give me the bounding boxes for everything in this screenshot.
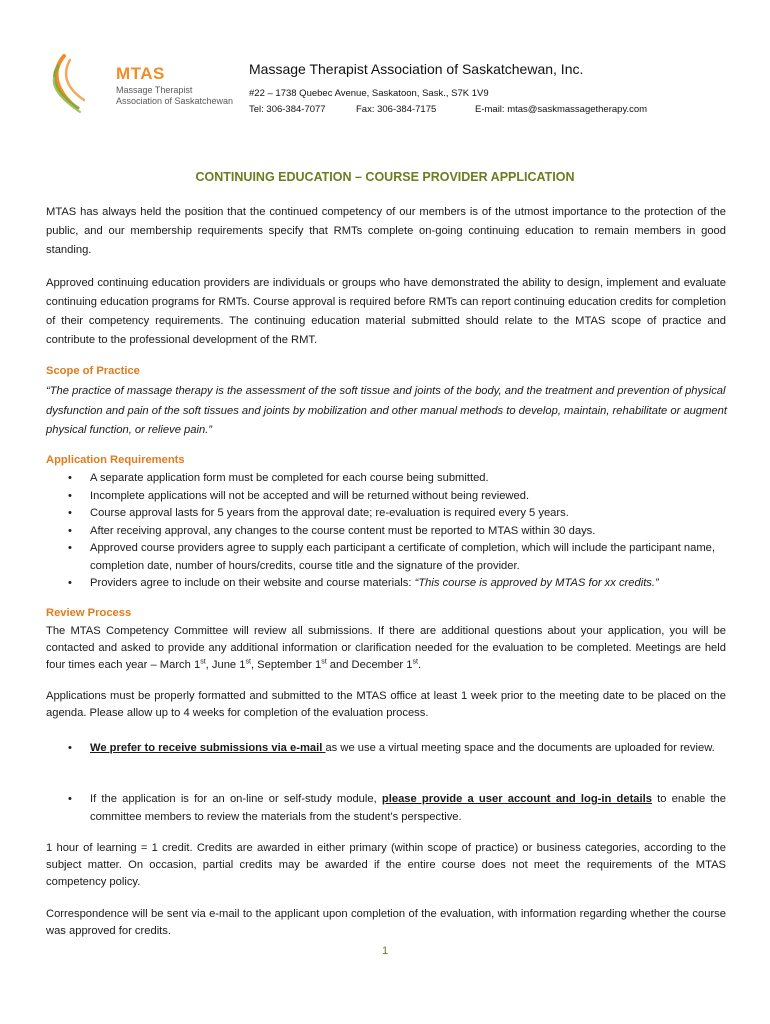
scope-quote: “The practice of massage therapy is the assessment of the soft tissue and joints of the body, and the treatment and prevention of physical dysfunction and pain of the soft tissues and joints by mobilization and other manual methods to develop, maintain, rehabilitate or augment physical function, or relieve pain.” — [46, 385, 727, 436]
page-number: 1 — [381, 945, 389, 957]
review-paragraph-2: Applications must be properly formatted and submitted to the MTAS office at least 1 week prior to the meeting date to be placed on the agenda. Please allow up to 4 weeks for completion of the evaluation process. — [46, 690, 726, 719]
requirements-list — [46, 470, 726, 593]
preferences-list-2 — [46, 790, 726, 826]
review-paragraph-1 — [46, 623, 726, 674]
credits-paragraph: 1 hour of learning = 1 credit. Credits are awarded in either primary (within scope of practice) or business categories, according to the subject matter. On occasion, partial credits may be awarded if the entire course does not meet the requirements of the MTAS competency policy. — [46, 842, 726, 888]
review-text: The MTAS Competency Committee will review all submissions. If there are additional questions about your application, you will be contacted and asked to provide any additional information or clarification needed for the evaluation to be completed. Meetings are held four times each year – March 1 — [46, 625, 726, 671]
list-item — [46, 575, 726, 593]
list-item-text: If the application is for an on-line or self-study module, — [90, 793, 382, 805]
telephone: Tel: 306-384-7077 — [249, 104, 326, 115]
ordinal-suffix: st — [200, 658, 206, 666]
fax: Fax: 306-384-7175 — [356, 104, 437, 115]
logo-line-1: Massage Therapist — [116, 85, 193, 95]
list-item: • Course approval lasts for 5 years from the approval date; re-evaluation is required every 5 years. — [46, 505, 726, 523]
swoosh-logo-icon — [44, 48, 114, 118]
preferences-list — [46, 739, 726, 757]
logo-line-2: Association of Saskatchewan — [116, 96, 234, 106]
review-text: and December 1 — [326, 659, 413, 671]
list-item: • Approved course providers agree to supply each participant a certificate of completion, which will include the participant name, completion date, number of hours/credits, course title and the signature of the provider. — [46, 540, 726, 575]
list-item-text: to enable the committee members to review the materials from the student’s perspective. — [90, 793, 727, 823]
page-title: CONTINUING EDUCATION – COURSE PROVIDER APPLICATION — [195, 170, 575, 184]
correspondence-paragraph: Correspondence will be sent via e-mail to the applicant upon completion of the evaluation, with information regarding whether the course was approved for credits. — [46, 908, 726, 937]
mtas-logo — [44, 48, 234, 118]
list-item: • A separate application form must be completed for each course being submitted. — [46, 470, 726, 488]
intro-paragraph-1: MTAS has always held the position that the continued competency of our members is of the utmost importance to the protection of the public, and our membership requirements specify that RMTs complete on-going continuing education to remain members in good standing. — [46, 206, 726, 256]
review-text: , June 1 — [205, 659, 246, 671]
list-item: • Incomplete applications will not be accepted and will be returned without being reviewed. — [46, 488, 726, 506]
login-details-emphasis: please provide a user account and log-in details — [381, 793, 652, 805]
review-text: . — [417, 659, 422, 671]
review-heading: Review Process — [46, 607, 132, 619]
organization-name: Massage Therapist Association of Saskatchewan, Inc. — [249, 61, 584, 77]
review-text: , September 1 — [250, 659, 322, 671]
list-item: • After receiving approval, any changes to the course content must be reported to MTAS within 30 days. — [46, 523, 726, 541]
intro-paragraph-2: Approved continuing education providers are individuals or groups who have demonstrated the ability to design, implement and evaluate continuing education programs for RMTs. Course approval is required before RMTs can report continuing education credits for completion of their competency requirements. The continuing education material submitted should relate to the MTAS scope of practice and contribute to the professional development of the RMT. — [46, 277, 726, 346]
logo-subtitle — [116, 85, 233, 107]
scope-heading: Scope of Practice — [46, 365, 140, 377]
organization-address: #22 – 1738 Quebec Avenue, Saskatoon, Sask., S7K 1V9 — [249, 88, 489, 99]
ordinal-suffix: st — [412, 658, 418, 666]
ordinal-suffix: st — [245, 658, 251, 666]
email-link[interactable]: E-mail: mtas@saskmassagetherapy.com — [475, 104, 648, 115]
logo-acronym: MTAS — [116, 64, 165, 83]
requirements-heading: Application Requirements — [46, 454, 185, 466]
list-item — [46, 739, 726, 757]
list-item-text: as we use a virtual meeting space and the documents are uploaded for review. — [325, 742, 715, 754]
approval-statement: “This course is approved by MTAS for xx credits.” — [414, 577, 659, 589]
email-preference-emphasis: We prefer to receive submissions via e-mail — [90, 742, 326, 754]
ordinal-suffix: st — [321, 658, 327, 666]
list-item — [46, 790, 726, 826]
list-item-text: Providers agree to include on their website and course materials: — [90, 577, 415, 589]
